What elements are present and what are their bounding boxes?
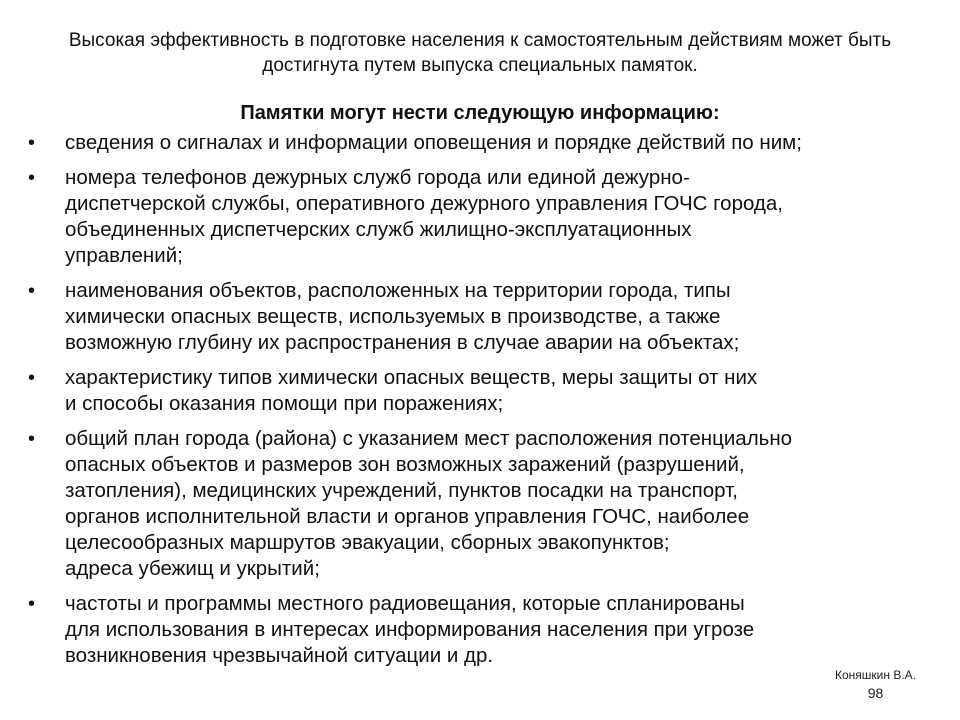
bullet-line: управлений; — [65, 244, 183, 267]
bullet-line: опасных объектов и размеров зон возможных заражений (разрушений, — [65, 453, 745, 476]
page-number: 98 — [867, 685, 884, 701]
bullet-text — [65, 278, 938, 356]
bullet-text — [65, 591, 938, 669]
bullet-line: возможную глубину их распространения в случае аварии на объектах; — [65, 331, 740, 354]
list-item — [28, 278, 938, 356]
bullet-line: адреса убежищ и укрытий; — [65, 557, 320, 580]
list-item — [28, 426, 938, 582]
bullet-line: объединенных диспетчерских служб жилищно-эксплуатационных — [65, 218, 692, 241]
intro-line: Высокая эффективность в подготовке населения к самостоятельным действиям может быть — [68, 30, 892, 51]
bullet-line: характеристику типов химически опасных веществ, меры защиты от них — [65, 366, 758, 389]
footer — [835, 668, 916, 703]
bullet-text — [65, 365, 938, 417]
list-heading: Памятки могут нести следующую информацию: — [240, 102, 720, 124]
bullet-icon: • — [28, 367, 36, 389]
list-item — [28, 165, 938, 269]
bullet-line: частоты и программы местного радиовещания, которые спланированы — [65, 592, 745, 615]
bullet-line: возникновения чрезвычайной ситуации и др. — [65, 644, 494, 667]
bullet-icon: • — [28, 132, 36, 154]
list-item — [28, 130, 938, 156]
bullet-line: наименования объектов, расположенных на территории города, типы — [65, 279, 731, 302]
bullet-line: общий план города (района) с указанием мест расположения потенциально — [65, 427, 793, 450]
bullet-icon: • — [28, 167, 36, 189]
intro-line: достигнута путем выпуска специальных памяток. — [262, 55, 698, 76]
bullet-line: затопления), медицинских учреждений, пунктов посадки на транспорт, — [65, 479, 738, 502]
bullet-list — [28, 130, 938, 678]
bullet-line: и способы оказания помощи при поражениях; — [65, 392, 504, 415]
bullet-line: сведения о сигналах и информации оповещения и порядке действий по ним; — [65, 131, 802, 154]
bullet-icon: • — [28, 428, 36, 450]
intro-text — [20, 28, 940, 78]
bullet-text — [65, 426, 938, 582]
bullet-line: для использования в интересах информирования населения при угрозе — [65, 618, 755, 641]
bullet-line: диспетчерской службы, оперативного дежурного управления ГОЧС города, — [65, 192, 783, 215]
bullet-icon: • — [28, 280, 36, 302]
bullet-line: целесообразных маршрутов эвакуации, сборных эвакопунктов; — [65, 531, 670, 554]
list-item — [28, 365, 938, 417]
list-item — [28, 591, 938, 669]
bullet-line: номера телефонов дежурных служб города или единой дежурно- — [65, 166, 690, 189]
bullet-line: органов исполнительной власти и органов управления ГОЧС, наиболее — [65, 505, 750, 528]
author-name: Коняшкин В.А. — [834, 668, 916, 682]
bullet-line: химически опасных веществ, используемых в производстве, а также — [65, 305, 721, 328]
bullet-text — [65, 165, 938, 269]
bullet-icon: • — [28, 593, 36, 615]
bullet-text — [65, 130, 938, 156]
